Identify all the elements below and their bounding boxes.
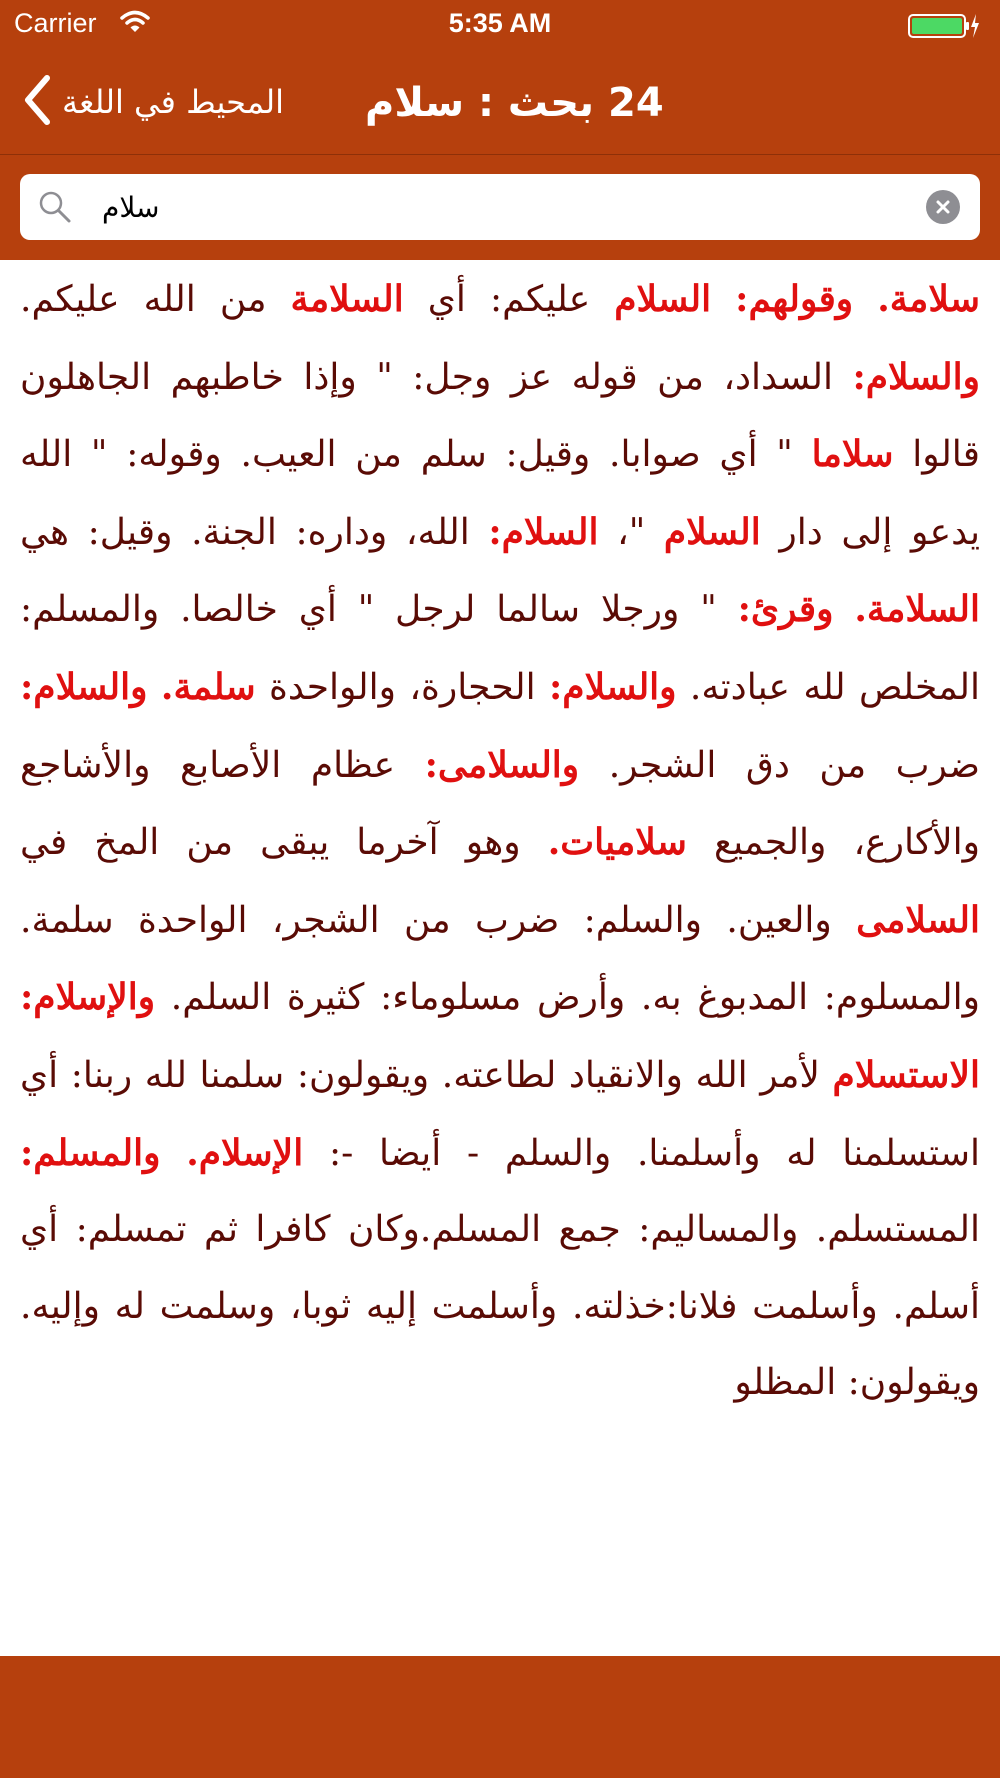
clear-x-icon — [935, 199, 951, 215]
entry-text-segment: " أي صوابا. وقيل: سلم من العيب. وقوله: " الله يدعو إلى دار — [20, 434, 980, 553]
entry-text-segment: لأمر الله والانقياد لطاعته. ويقولون: سلمنا لله ربنا: أي استسلمنا له وأسلمنا. والسلم - أيضا -: — [20, 1054, 980, 1174]
entry-text-segment: السداد، من قوله عز وجل: " وإذا خاطبهم الجاهلون قالوا — [20, 356, 980, 476]
entry-text-segment: ضرب من دق الشجر. — [579, 744, 980, 786]
dictionary-entry-text — [0, 261, 1000, 1422]
entry-text-segment: " ورجلا سالما لرجل " أي خالصا. والمسلم: المخلص لله عبادته. — [20, 589, 981, 708]
entry-text-segment — [160, 1133, 186, 1174]
status-time: 5:35 AM — [448, 8, 552, 38]
highlighted-term: السلام — [614, 278, 712, 320]
entry-text-segment: الحجارة، والواحدة — [255, 666, 550, 708]
highlighted-term: والإسلام: — [20, 976, 156, 1019]
entry-text-segment: "، — [598, 511, 664, 553]
highlighted-term: سلامة. — [877, 278, 980, 320]
back-button-label: المحيط في اللغة — [62, 83, 284, 121]
entry-text-segment: وهو آخرما يبقى من المخ في — [20, 822, 548, 864]
highlighted-term: الإسلام. — [186, 1131, 304, 1174]
entry-text-segment: والعين. والسلم: ضرب من الشجر، الواحدة سلمة. والمسلوم: المدبوغ به. وأرض مسلوماء: كثيرة السلم. — [20, 899, 980, 1019]
result-content[interactable] — [0, 261, 1000, 1656]
search-bar — [0, 155, 1000, 260]
page-title: 24 بحث : سلام — [365, 80, 664, 126]
bottom-toolbar — [0, 1656, 1000, 1778]
status-bar — [0, 0, 1000, 50]
entry-text-segment: عليكم: أي — [403, 279, 615, 320]
entry-text-segment: المستسلم. والمساليم: جمع المسلم.وكان كافرا ثم تمسلم: أي أسلم. وأسلمت فلانا:خذلته. وأسلمت إليه ثوبا، وسلمت له وإليه. ويقولون: المظلو — [20, 1209, 980, 1404]
magnifier-icon — [38, 190, 72, 228]
back-button[interactable] — [22, 70, 284, 134]
highlighted-term: والسلام: — [20, 665, 148, 708]
highlighted-term: سلمة. — [160, 665, 256, 708]
highlighted-term: والسلام: — [549, 665, 677, 708]
highlighted-term: والمسلم: — [20, 1131, 161, 1174]
carrier-label: Carrier — [14, 8, 97, 38]
highlighted-term: السلامى — [856, 898, 980, 941]
clear-search-button[interactable] — [926, 190, 960, 224]
entry-text-segment — [148, 667, 161, 708]
entry-text-segment: عظام الأصابع والأشاجع والأكارع، والجميع — [20, 744, 981, 864]
entry-text-segment: الله، وداره: الجنة. وقيل: هي — [20, 511, 489, 553]
battery-icon — [908, 12, 980, 44]
entry-text-segment — [711, 279, 735, 320]
entry-text-segment — [834, 589, 855, 630]
highlighted-term: وقولهم: — [735, 278, 854, 320]
chevron-left-icon — [22, 74, 52, 130]
search-box — [20, 174, 980, 240]
highlighted-term: وقرئ: — [737, 588, 834, 631]
highlighted-term: والسلامى: — [424, 743, 580, 786]
highlighted-term: السلامة. — [854, 588, 980, 631]
navigation-bar — [0, 50, 1000, 155]
search-input[interactable] — [100, 184, 924, 230]
highlighted-term: سلاميات. — [547, 821, 687, 864]
highlighted-term: السلام: — [488, 510, 599, 553]
entry-text-segment — [853, 279, 877, 320]
highlighted-term: السلامة — [290, 278, 404, 320]
highlighted-term: الاستسلام — [832, 1053, 980, 1096]
entry-text-segment: من الله عليكم. — [20, 279, 291, 320]
highlighted-term: والسلام: — [852, 355, 980, 398]
highlighted-term: السلام — [663, 510, 761, 553]
highlighted-term: سلاما — [811, 433, 894, 476]
